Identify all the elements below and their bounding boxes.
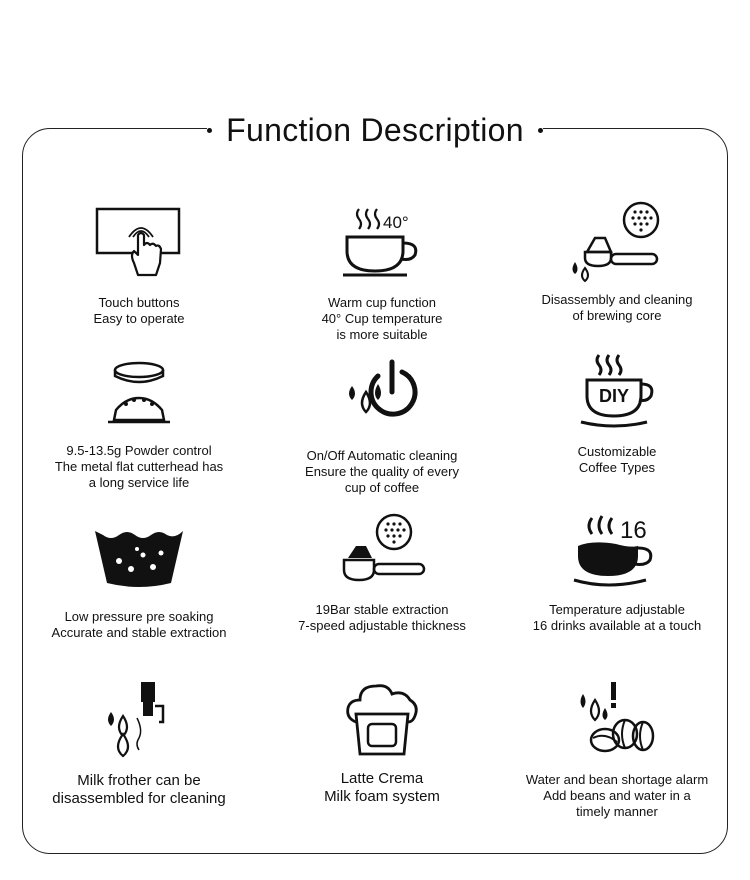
pre-soaking-icon xyxy=(91,525,187,589)
milk-frother-icon xyxy=(99,678,179,758)
feature-caption: Customizable Coffee Types xyxy=(577,444,657,475)
feature-milk-frother xyxy=(19,678,259,808)
warm-cup-icon xyxy=(337,205,427,280)
feature-caption: On/Off Automatic cleaning Ensure the quality of every cup of coffee xyxy=(305,448,459,495)
feature-brewing-core xyxy=(497,200,737,324)
feature-caption: 19Bar stable extraction 7-speed adjustable thickness xyxy=(298,602,466,633)
latte-crema-icon xyxy=(342,678,422,758)
feature-caption: Touch buttons Easy to operate xyxy=(93,295,185,326)
extraction-icon xyxy=(334,512,430,588)
feature-caption: Latte Crema Milk foam system xyxy=(324,770,440,805)
shortage-alarm-icon xyxy=(573,678,661,758)
diy-cup-icon xyxy=(577,352,657,430)
feature-caption: Warm cup function 40° Cup temperature is more suitable xyxy=(321,295,443,342)
touch-button-icon xyxy=(94,205,184,277)
feature-touch-buttons xyxy=(19,205,259,327)
feature-sixteen-drinks xyxy=(497,512,737,634)
feature-shortage-alarm xyxy=(497,678,737,820)
sixteen-drinks-icon xyxy=(572,512,662,588)
brewing-core-icon xyxy=(569,200,665,284)
auto-cleaning-icon xyxy=(338,358,426,428)
feature-latte-crema xyxy=(262,678,502,806)
diy-label: DIY xyxy=(598,386,630,406)
feature-caption: Water and bean shortage alarm Add beans and water in a timely manner xyxy=(525,772,709,819)
feature-caption: Low pressure pre soaking Accurate and stable extraction xyxy=(51,609,227,640)
feature-powder-control xyxy=(19,360,259,491)
feature-caption: 9.5-13.5g Powder control The metal flat cutterhead has a long service life xyxy=(54,443,224,490)
feature-caption: Milk frother can be disassembled for cleaning xyxy=(52,772,226,807)
feature-extraction xyxy=(262,512,502,634)
temperature-label: 40° xyxy=(383,213,409,232)
powder-control-icon xyxy=(104,360,174,426)
feature-pre-soaking xyxy=(19,525,259,641)
feature-diy-coffee xyxy=(497,352,737,476)
feature-caption: Temperature adjustable 16 drinks available at a touch xyxy=(532,602,702,633)
title-bar xyxy=(0,108,750,152)
feature-warm-cup xyxy=(262,205,502,343)
page-title: Function Description xyxy=(212,112,538,149)
feature-auto-cleaning xyxy=(262,358,502,496)
title-right-dot xyxy=(538,128,543,133)
drinks-count-label: 16 xyxy=(620,517,647,544)
feature-caption: Disassembly and cleaning of brewing core xyxy=(541,292,693,323)
